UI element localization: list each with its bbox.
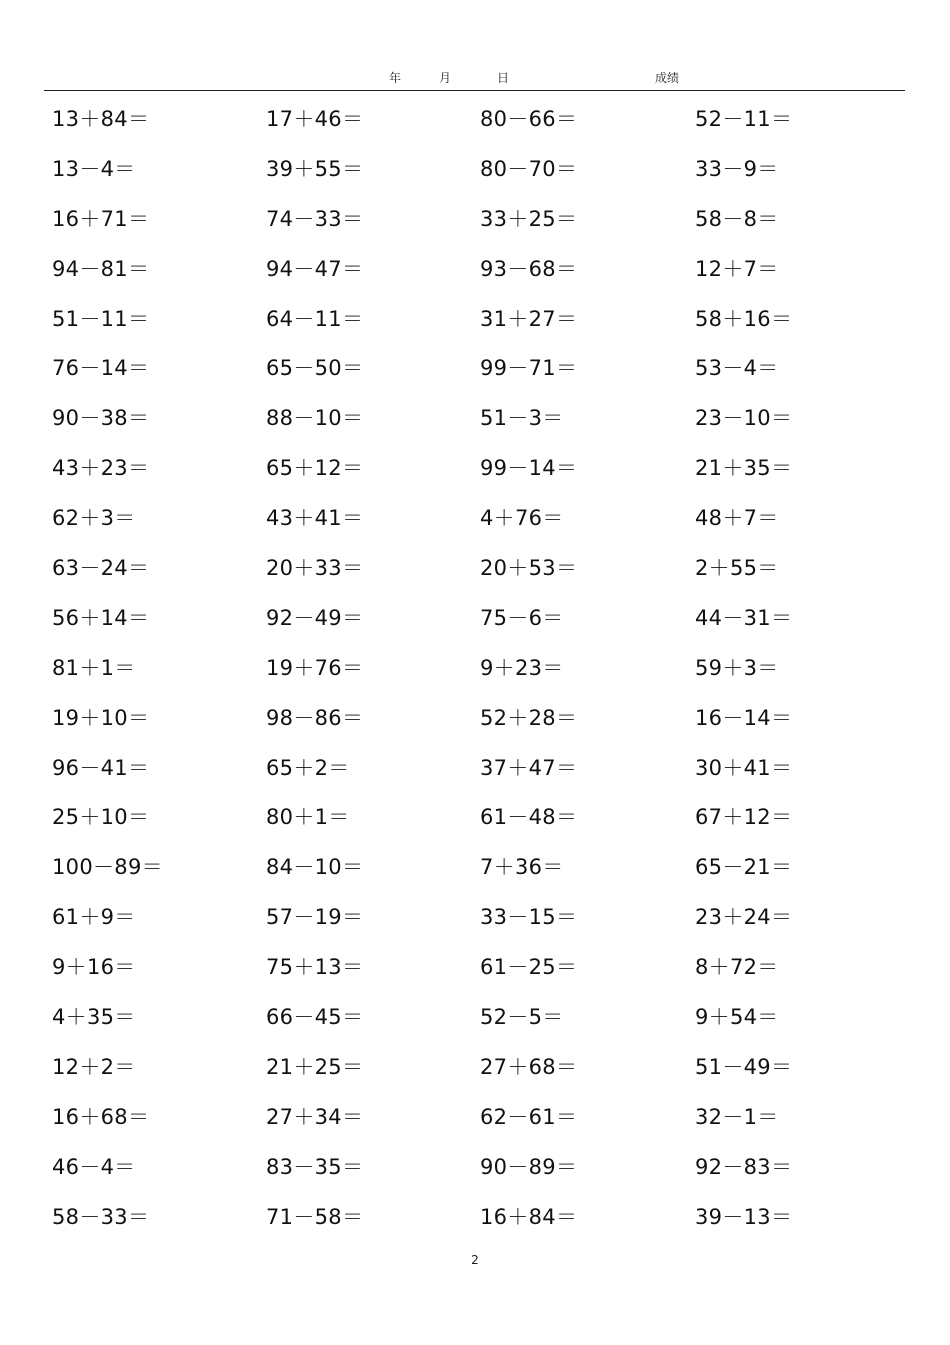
arithmetic-problem: 59＋3＝	[695, 655, 779, 680]
arithmetic-problem: 58＋16＝	[695, 306, 793, 331]
arithmetic-problem: 94－81＝	[52, 256, 150, 281]
arithmetic-problem: 65＋12＝	[266, 456, 364, 481]
arithmetic-problem: 51－11＝	[52, 306, 150, 331]
arithmetic-problem: 51－3＝	[480, 406, 564, 431]
worksheet-header	[44, 66, 905, 91]
arithmetic-problem: 81＋1＝	[52, 655, 136, 680]
arithmetic-problem: 53－4＝	[695, 356, 779, 381]
arithmetic-problem: 92－49＝	[266, 605, 364, 630]
arithmetic-problem: 61－48＝	[480, 805, 578, 830]
arithmetic-problem: 33＋25＝	[480, 206, 578, 231]
arithmetic-problem: 65－21＝	[695, 855, 793, 880]
arithmetic-problem: 16＋71＝	[52, 206, 150, 231]
arithmetic-problem: 57－19＝	[266, 905, 364, 930]
arithmetic-problem: 65－50＝	[266, 356, 364, 381]
arithmetic-problem: 64－11＝	[266, 306, 364, 331]
arithmetic-problem: 66－45＝	[266, 1005, 364, 1030]
arithmetic-problem: 98－86＝	[266, 705, 364, 730]
arithmetic-problem: 80＋1＝	[266, 805, 350, 830]
month-label: 月	[439, 71, 452, 85]
arithmetic-problem: 58－8＝	[695, 206, 779, 231]
arithmetic-problem: 16＋68＝	[52, 1104, 150, 1129]
arithmetic-problem: 90－38＝	[52, 406, 150, 431]
arithmetic-problem: 9＋54＝	[695, 1005, 779, 1030]
arithmetic-problem: 4＋35＝	[52, 1005, 136, 1030]
arithmetic-problem: 7＋36＝	[480, 855, 564, 880]
arithmetic-problem: 75＋13＝	[266, 955, 364, 980]
arithmetic-problem: 67＋12＝	[695, 805, 793, 830]
arithmetic-problem: 62－61＝	[480, 1104, 578, 1129]
arithmetic-problem: 32－1＝	[695, 1104, 779, 1129]
arithmetic-problem: 9＋16＝	[52, 955, 136, 980]
arithmetic-problem: 16－14＝	[695, 705, 793, 730]
arithmetic-problem: 16＋84＝	[480, 1204, 578, 1229]
arithmetic-problem: 52＋28＝	[480, 705, 578, 730]
arithmetic-problem: 96－41＝	[52, 755, 150, 780]
arithmetic-problem: 23＋24＝	[695, 905, 793, 930]
arithmetic-problem: 8＋72＝	[695, 955, 779, 980]
arithmetic-problem: 19＋10＝	[52, 705, 150, 730]
arithmetic-problem: 27＋34＝	[266, 1104, 364, 1129]
arithmetic-problem: 43＋41＝	[266, 506, 364, 531]
arithmetic-problem: 61＋9＝	[52, 905, 136, 930]
arithmetic-problem: 21＋25＝	[266, 1054, 364, 1079]
arithmetic-problem: 74－33＝	[266, 206, 364, 231]
arithmetic-problem: 51－49＝	[695, 1054, 793, 1079]
arithmetic-problem: 21＋35＝	[695, 456, 793, 481]
arithmetic-problem: 23－10＝	[695, 406, 793, 431]
score-label: 成绩	[655, 71, 680, 85]
arithmetic-problem: 2＋55＝	[695, 556, 779, 581]
arithmetic-problem: 20＋53＝	[480, 556, 578, 581]
page-number: 2	[471, 1253, 479, 1267]
arithmetic-problem: 99－71＝	[480, 356, 578, 381]
arithmetic-problem: 31＋27＝	[480, 306, 578, 331]
arithmetic-problem: 43＋23＝	[52, 456, 150, 481]
arithmetic-problem: 33－9＝	[695, 156, 779, 181]
arithmetic-problem: 37＋47＝	[480, 755, 578, 780]
arithmetic-problem: 75－6＝	[480, 605, 564, 630]
arithmetic-problem: 12＋7＝	[695, 256, 779, 281]
arithmetic-problem: 48＋7＝	[695, 506, 779, 531]
arithmetic-problem: 94－47＝	[266, 256, 364, 281]
arithmetic-problem: 13－4＝	[52, 156, 136, 181]
arithmetic-problem: 30＋41＝	[695, 755, 793, 780]
arithmetic-problem: 92－83＝	[695, 1154, 793, 1179]
arithmetic-problem: 39－13＝	[695, 1204, 793, 1229]
arithmetic-problem: 33－15＝	[480, 905, 578, 930]
arithmetic-problem: 65＋2＝	[266, 755, 350, 780]
arithmetic-problem: 76－14＝	[52, 356, 150, 381]
arithmetic-problem: 52－11＝	[695, 107, 793, 131]
arithmetic-problem: 27＋68＝	[480, 1054, 578, 1079]
arithmetic-problem: 46－4＝	[52, 1154, 136, 1179]
arithmetic-problem: 20＋33＝	[266, 556, 364, 581]
arithmetic-problem: 56＋14＝	[52, 605, 150, 630]
arithmetic-problem: 61－25＝	[480, 955, 578, 980]
arithmetic-problem: 19＋76＝	[266, 655, 364, 680]
arithmetic-problem: 80－70＝	[480, 156, 578, 181]
year-label: 年	[389, 71, 402, 85]
day-label: 日	[497, 71, 510, 85]
arithmetic-problem: 12＋2＝	[52, 1054, 136, 1079]
arithmetic-problem: 83－35＝	[266, 1154, 364, 1179]
arithmetic-problem: 17＋46＝	[266, 107, 364, 131]
arithmetic-problem: 88－10＝	[266, 406, 364, 431]
arithmetic-problem: 80－66＝	[480, 107, 578, 131]
arithmetic-problem: 63－24＝	[52, 556, 150, 581]
arithmetic-problem: 100－89＝	[52, 855, 163, 880]
arithmetic-problem: 58－33＝	[52, 1204, 150, 1229]
arithmetic-problem: 90－89＝	[480, 1154, 578, 1179]
arithmetic-problem: 71－58＝	[266, 1204, 364, 1229]
arithmetic-problem: 62＋3＝	[52, 506, 136, 531]
arithmetic-problem: 9＋23＝	[480, 655, 564, 680]
arithmetic-problem: 93－68＝	[480, 256, 578, 281]
arithmetic-problem: 39＋55＝	[266, 156, 364, 181]
arithmetic-problem: 99－14＝	[480, 456, 578, 481]
arithmetic-problem: 4＋76＝	[480, 506, 564, 531]
arithmetic-problem: 44－31＝	[695, 605, 793, 630]
arithmetic-problem: 52－5＝	[480, 1005, 564, 1030]
problem-grid	[52, 102, 912, 1249]
arithmetic-problem: 84－10＝	[266, 855, 364, 880]
arithmetic-problem: 25＋10＝	[52, 805, 150, 830]
arithmetic-problem: 13＋84＝	[52, 107, 150, 131]
